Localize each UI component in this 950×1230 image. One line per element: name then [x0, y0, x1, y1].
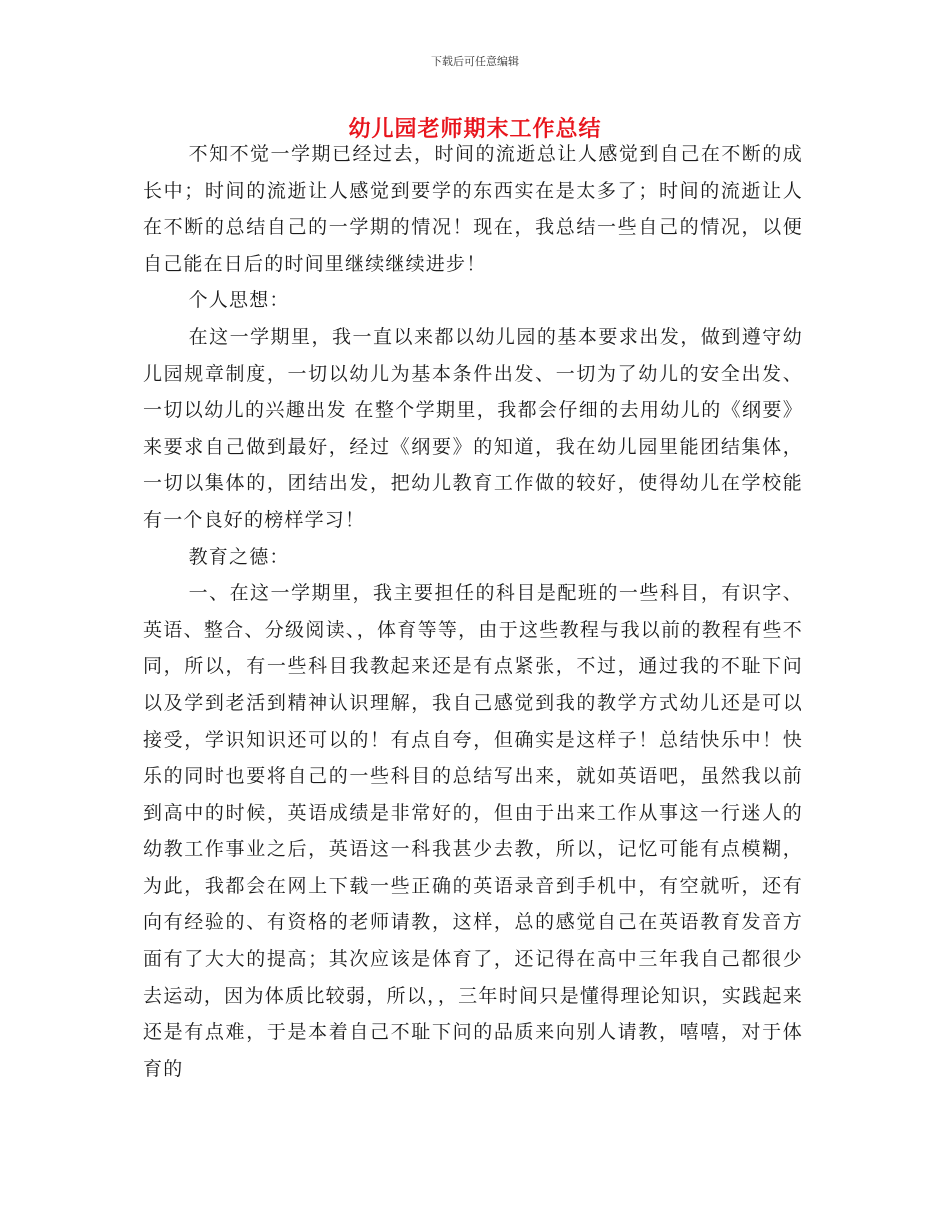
header-note: 下载后可任意编辑 [431, 55, 519, 68]
section-heading-teaching-ethics: 教育之德： [188, 545, 290, 568]
paragraph-personal-thoughts: 在这一学期里，我一直以来都以幼儿园的基本要求出发，做到遵守幼儿园规章制度，一切以幼儿为基本条件出发、一切为了幼儿的安全出发、一切以幼儿的兴趣出发 在整个学期里，我都会仔细的去用幼儿的《纲要》来要求自己做到最好，经过《纲要》的知道，我在幼儿园里能团结集体，一切以集体的，团结出发，把幼儿教育工作做的较好，使得幼儿在学校能有一个良好的榜样学习！ [143, 325, 803, 531]
document-body [143, 136, 803, 1087]
document-title: 幼儿园老师期末工作总结 [348, 117, 602, 142]
paragraph-teaching-ethics: 一、在这一学期里，我主要担任的科目是配班的一些科目，有识字、英语、整合、分级阅读、，体育等等，由于这些教程与我以前的教程有些不同，所以，有一些科目我教起来还是有点紧张，不过，通过我的不耻下问以及学到老活到精神认识理解，我自己感觉到我的教学方式幼儿还是可以接受，学识知识还可以的！有点自夸，但确实是这样子！总结快乐中！快乐的同时也要将自己的一些科目的总结写出来，就如英语吧，虽然我以前到高中的时候，英语成绩是非常好的，但由于出来工作从事这一行迷人的幼教工作事业之后，英语这一科我甚少去教，所以，记忆可能有点模糊，为此，我都会在网上下载一些正确的英语录音到手机中，有空就听，还有向有经验的、有资格的老师请教，这样，总的感觉自己在英语教育发音方面有了大大的提高；其次应该是体育了，还记得在高中三年我自己都很少去运动，因为体质比较弱，所以，，三年时间只是懂得理论知识，实践起来还是有点难，于是本着自己不耻下问的品质来向别人请教，嘻嘻，对于体育的 [143, 582, 803, 1080]
paragraph-intro: 不知不觉一学期已经过去，时间的流逝总让人感觉到自己在不断的成长中；时间的流逝让人感觉到要学的东西实在是太多了；时间的流逝让人在不断的总结自己的一学期的情况！现在，我总结一些自己的情况，以便自己能在日后的时间里继续继续进步！ [143, 143, 803, 275]
section-heading-personal-thoughts: 个人思想： [188, 289, 290, 312]
